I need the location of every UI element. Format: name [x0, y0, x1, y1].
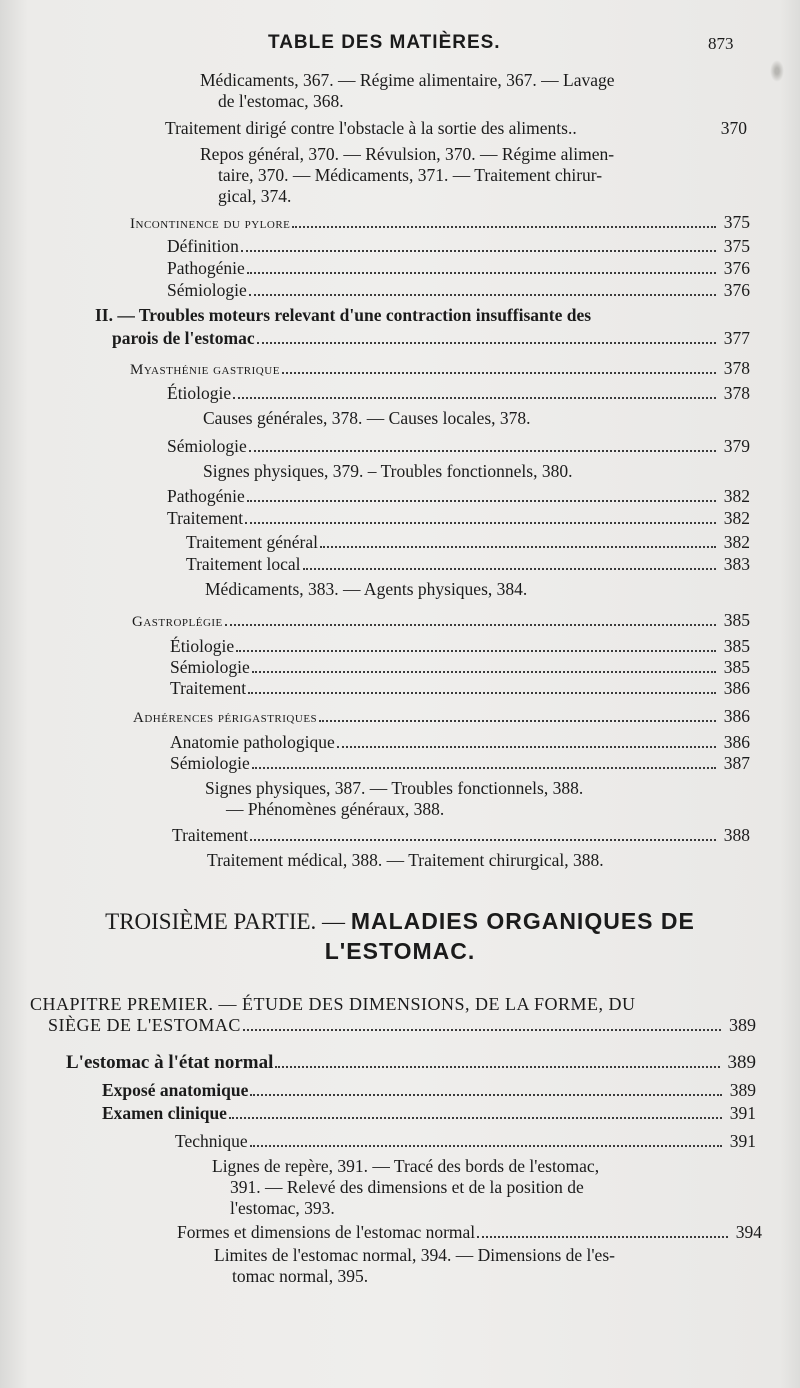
toc-entry: Sémiologie 385 [170, 657, 750, 677]
toc-text-line: tomac normal, 395. [232, 1266, 369, 1286]
toc-text-line: — Phénomènes généraux, 388. [226, 799, 445, 819]
toc-text-line: Médicaments, 383. — Agents physiques, 384. [205, 579, 528, 599]
toc-entry-heading: Examen clinique 391 [102, 1103, 756, 1123]
toc-text-line: 391. — Relevé des dimensions et de la position de [230, 1177, 584, 1197]
toc-entry: Anatomie pathologique 386 [170, 732, 750, 752]
part-title: L'ESTOMAC. [324, 938, 476, 964]
toc-entry: Sémiologie 387 [170, 753, 750, 773]
toc-text-line: Repos général, 370. — Révulsion, 370. — Régime alimen- [200, 144, 615, 164]
toc-entry-section: Myasthénie gastrique 378 [130, 358, 750, 378]
toc-text-line: Limites de l'estomac normal, 394. — Dimensions de l'es- [214, 1245, 615, 1265]
toc-entry: Traitement 382 [167, 508, 750, 528]
toc-entry: Technique 391 [175, 1131, 756, 1151]
toc-entry: Étiologie 378 [167, 383, 750, 403]
toc-entry: Traitement 386 [170, 678, 750, 698]
toc-entry-section: Gastroplégie 385 [132, 610, 750, 630]
toc-entry-heading: Exposé anatomique 389 [102, 1080, 756, 1100]
part-title: TROISIÈME PARTIE. — MALADIES ORGANIQUES DE [105, 908, 695, 934]
toc-text-line: gical, 374. [218, 186, 292, 206]
toc-entry-heading: parois de l'estomac 377 [112, 328, 750, 348]
toc-entry: Formes et dimensions de l'estomac normal 394 [177, 1222, 762, 1242]
page-number: 873 [708, 34, 734, 53]
toc-entry-heading: L'estomac à l'état normal 389 [66, 1052, 756, 1073]
toc-entry-chapter: SIÈGE DE L'ESTOMAC 389 [48, 1015, 756, 1035]
toc-entry: Définition 375 [167, 236, 750, 256]
chapter-title: CHAPITRE PREMIER. — ÉTUDE DES DIMENSIONS, DE LA FORME, DU [30, 994, 636, 1014]
toc-entry-section: Adhérences périgastriques 386 [133, 706, 750, 726]
toc-entry: Traitement dirigé contre l'obstacle à la sortie des aliments.. 370 [165, 118, 747, 138]
toc-text-line: taire, 370. — Médicaments, 371. — Traitement chirur- [218, 165, 603, 185]
toc-text-line: Causes générales, 378. — Causes locales, 378. [203, 408, 531, 428]
toc-entry: Sémiologie 379 [167, 436, 750, 456]
toc-entry: Traitement 388 [172, 825, 750, 845]
toc-text-line: Signes physiques, 387. — Troubles fonctionnels, 388. [205, 778, 584, 798]
toc-entry: Traitement local 383 [186, 554, 750, 574]
toc-entry: Étiologie 385 [170, 636, 750, 656]
toc-entry: Sémiologie 376 [167, 280, 750, 300]
running-title: TABLE DES MATIÈRES. [268, 32, 501, 53]
toc-entry: Pathogénie 376 [167, 258, 750, 278]
toc-text-line: Traitement médical, 388. — Traitement chirurgical, 388. [207, 850, 604, 870]
toc-entry: Pathogénie 382 [167, 486, 750, 506]
paper-stain [770, 60, 784, 82]
toc-text-line: Médicaments, 367. — Régime alimentaire, 367. — Lavage [200, 70, 615, 90]
toc-text-line: Signes physiques, 379. – Troubles fonctionnels, 380. [203, 461, 573, 481]
page-header [0, 30, 800, 60]
toc-text-line: de l'estomac, 368. [218, 91, 344, 111]
toc-entry-section: Incontinence du pylore 375 [130, 212, 750, 232]
toc-entry: Traitement général 382 [186, 532, 750, 552]
toc-heading-line: II. — Troubles moteurs relevant d'une contraction insuffisante des [95, 305, 592, 325]
toc-text-line: l'estomac, 393. [230, 1198, 335, 1218]
toc-text-line: Lignes de repère, 391. — Tracé des bords de l'estomac, [212, 1156, 600, 1176]
